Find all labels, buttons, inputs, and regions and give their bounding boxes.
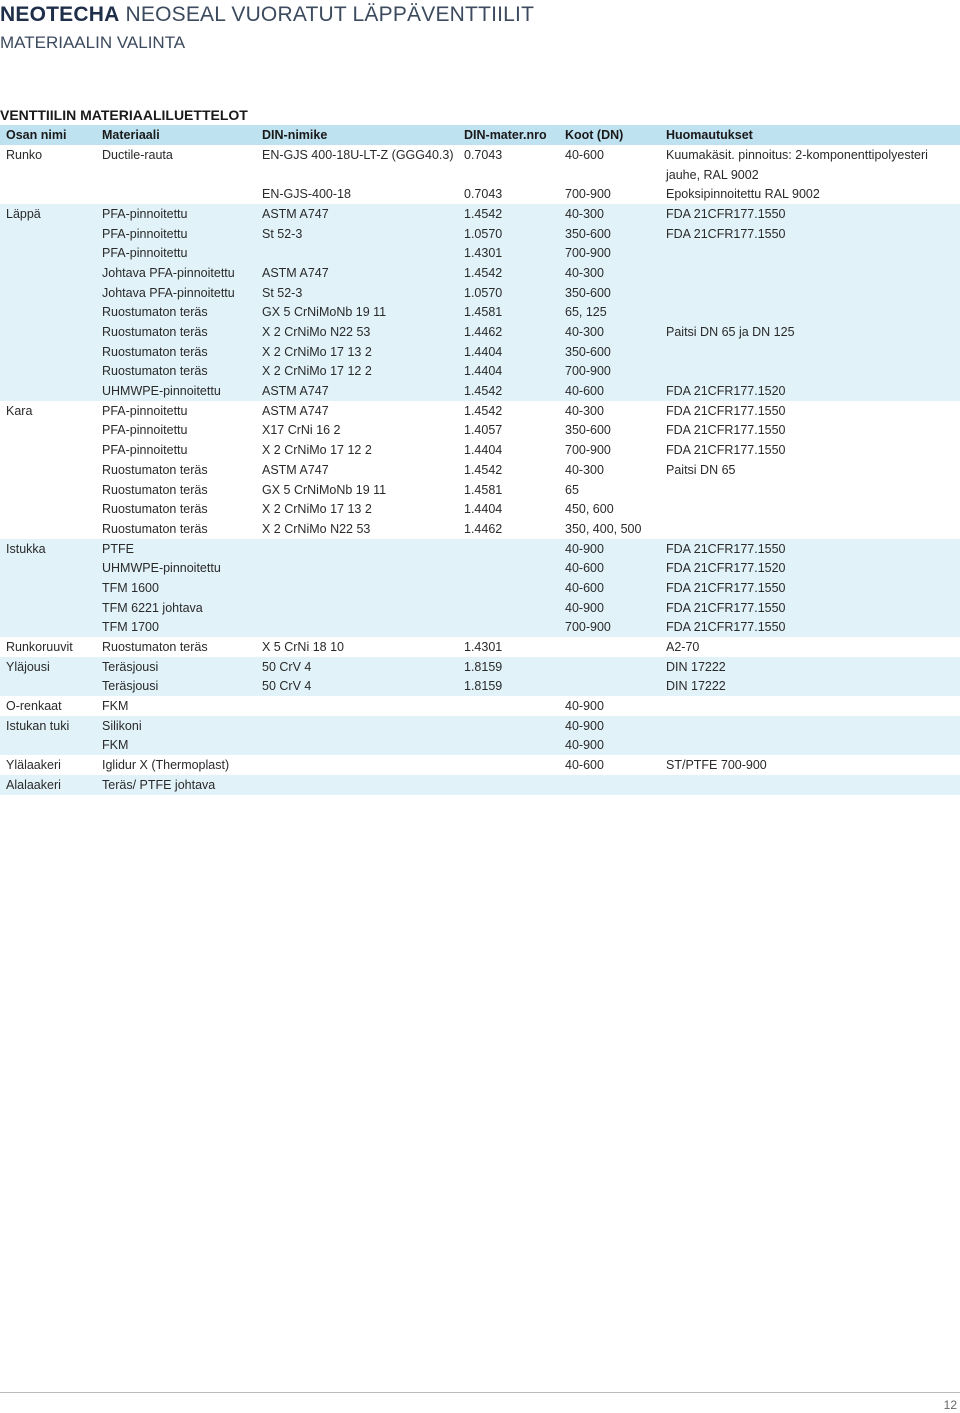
cell-din-number: 1.4542 xyxy=(458,460,559,480)
cell-din-number xyxy=(458,558,559,578)
cell-material: TFM 1700 xyxy=(96,618,256,638)
table-row xyxy=(0,283,960,303)
cell-din-number: 0.7043 xyxy=(458,184,559,204)
cell-part-name xyxy=(0,362,96,382)
cell-sizes: 65, 125 xyxy=(559,303,660,323)
cell-remarks: A2-70 xyxy=(660,637,960,657)
cell-sizes: 350-600 xyxy=(559,224,660,244)
table-row xyxy=(0,755,960,775)
cell-material: UHMWPE-pinnoitettu xyxy=(96,381,256,401)
cell-remarks xyxy=(660,362,960,382)
cell-remarks: Kuumakäsit. pinnoitus: 2-komponenttipolyesteri xyxy=(660,145,960,165)
cell-din-designation xyxy=(256,755,458,775)
cell-material: Ruostumaton teräs xyxy=(96,460,256,480)
table-row xyxy=(0,342,960,362)
cell-material: Iglidur X (Thermoplast) xyxy=(96,755,256,775)
cell-din-number: 1.8159 xyxy=(458,657,559,677)
cell-remarks: FDA 21CFR177.1550 xyxy=(660,618,960,638)
cell-material: Ductile-rauta xyxy=(96,145,256,165)
cell-din-designation xyxy=(256,736,458,756)
cell-din-number: 1.4542 xyxy=(458,381,559,401)
cell-material: UHMWPE-pinnoitettu xyxy=(96,558,256,578)
table-row xyxy=(0,775,960,795)
cell-material: PFA-pinnoitettu xyxy=(96,224,256,244)
cell-sizes: 350-600 xyxy=(559,421,660,441)
col-header-din-designation: DIN-nimike xyxy=(256,125,458,145)
cell-material: TFM 1600 xyxy=(96,578,256,598)
cell-sizes: 700-900 xyxy=(559,243,660,263)
cell-material: Ruostumaton teräs xyxy=(96,322,256,342)
cell-remarks: FDA 21CFR177.1550 xyxy=(660,440,960,460)
cell-sizes: 65 xyxy=(559,480,660,500)
cell-material: FKM xyxy=(96,696,256,716)
cell-remarks: DIN 17222 xyxy=(660,657,960,677)
cell-part-name: Istukan tuki xyxy=(0,716,96,736)
cell-sizes: 700-900 xyxy=(559,184,660,204)
cell-din-number: 1.4301 xyxy=(458,243,559,263)
cell-din-designation xyxy=(256,696,458,716)
cell-din-designation xyxy=(256,598,458,618)
cell-sizes: 40-300 xyxy=(559,263,660,283)
cell-din-designation xyxy=(256,578,458,598)
table-row xyxy=(0,460,960,480)
cell-din-number: 1.4581 xyxy=(458,303,559,323)
cell-material: FKM xyxy=(96,736,256,756)
cell-material: Silikoni xyxy=(96,716,256,736)
cell-part-name: Yläjousi xyxy=(0,657,96,677)
table-row xyxy=(0,263,960,283)
cell-part-name xyxy=(0,303,96,323)
cell-din-designation xyxy=(256,618,458,638)
cell-part-name xyxy=(0,263,96,283)
cell-part-name: Ylälaakeri xyxy=(0,755,96,775)
cell-din-designation: 50 CrV 4 xyxy=(256,677,458,697)
cell-remarks xyxy=(660,342,960,362)
cell-material: Teräsjousi xyxy=(96,657,256,677)
cell-sizes: 700-900 xyxy=(559,362,660,382)
table-row xyxy=(0,401,960,421)
cell-din-number xyxy=(458,736,559,756)
cell-material: Ruostumaton teräs xyxy=(96,362,256,382)
cell-sizes xyxy=(559,775,660,795)
cell-material: PFA-pinnoitettu xyxy=(96,204,256,224)
page-number: 12 xyxy=(943,1398,957,1412)
cell-din-number: 1.4404 xyxy=(458,342,559,362)
cell-sizes: 700-900 xyxy=(559,618,660,638)
cell-part-name xyxy=(0,165,96,185)
cell-din-designation: X 5 CrNi 18 10 xyxy=(256,637,458,657)
cell-din-number: 1.4301 xyxy=(458,637,559,657)
table-row xyxy=(0,637,960,657)
table-row xyxy=(0,480,960,500)
col-header-part-name: Osan nimi xyxy=(0,125,96,145)
cell-din-designation xyxy=(256,243,458,263)
table-row xyxy=(0,578,960,598)
cell-din-designation: X 2 CrNiMo 17 13 2 xyxy=(256,342,458,362)
table-row xyxy=(0,499,960,519)
cell-part-name xyxy=(0,558,96,578)
cell-part-name xyxy=(0,736,96,756)
cell-din-designation: X 2 CrNiMo 17 12 2 xyxy=(256,440,458,460)
table-row xyxy=(0,716,960,736)
cell-remarks xyxy=(660,736,960,756)
cell-sizes xyxy=(559,637,660,657)
cell-din-number xyxy=(458,755,559,775)
table-body xyxy=(0,145,960,795)
cell-remarks xyxy=(660,519,960,539)
cell-din-number: 0.7043 xyxy=(458,145,559,165)
cell-remarks xyxy=(660,499,960,519)
cell-part-name xyxy=(0,677,96,697)
cell-remarks: Epoksipinnoitettu RAL 9002 xyxy=(660,184,960,204)
cell-din-designation xyxy=(256,775,458,795)
cell-part-name xyxy=(0,598,96,618)
table-row xyxy=(0,519,960,539)
cell-din-number: 1.4542 xyxy=(458,401,559,421)
cell-material: PFA-pinnoitettu xyxy=(96,401,256,421)
cell-din-designation: St 52-3 xyxy=(256,224,458,244)
cell-din-number: 1.4057 xyxy=(458,421,559,441)
table-row xyxy=(0,224,960,244)
table-row xyxy=(0,539,960,559)
cell-din-designation: EN-GJS-400-18 xyxy=(256,184,458,204)
cell-remarks: FDA 21CFR177.1550 xyxy=(660,204,960,224)
brand-name: NEOTECHA xyxy=(0,3,120,26)
cell-sizes: 350, 400, 500 xyxy=(559,519,660,539)
cell-din-number: 1.0570 xyxy=(458,224,559,244)
cell-din-number xyxy=(458,598,559,618)
cell-sizes xyxy=(559,165,660,185)
cell-material: Ruostumaton teräs xyxy=(96,499,256,519)
cell-remarks xyxy=(660,696,960,716)
cell-sizes: 350-600 xyxy=(559,342,660,362)
cell-din-number: 1.4404 xyxy=(458,440,559,460)
cell-sizes: 450, 600 xyxy=(559,499,660,519)
cell-part-name xyxy=(0,322,96,342)
cell-part-name: Runko xyxy=(0,145,96,165)
cell-part-name xyxy=(0,283,96,303)
table-row xyxy=(0,677,960,697)
cell-material: Ruostumaton teräs xyxy=(96,303,256,323)
cell-sizes: 40-300 xyxy=(559,401,660,421)
cell-sizes xyxy=(559,657,660,677)
cell-sizes: 40-600 xyxy=(559,578,660,598)
footer-divider xyxy=(0,1392,960,1393)
cell-sizes: 40-300 xyxy=(559,204,660,224)
cell-material: Teräsjousi xyxy=(96,677,256,697)
cell-material: Ruostumaton teräs xyxy=(96,480,256,500)
cell-din-number: 1.4542 xyxy=(458,204,559,224)
cell-remarks xyxy=(660,263,960,283)
cell-din-number: 1.4462 xyxy=(458,322,559,342)
table-row xyxy=(0,165,960,185)
cell-sizes: 40-600 xyxy=(559,145,660,165)
cell-sizes: 40-900 xyxy=(559,696,660,716)
cell-remarks: ST/PTFE 700-900 xyxy=(660,755,960,775)
table-row xyxy=(0,303,960,323)
cell-din-number xyxy=(458,775,559,795)
cell-material: PFA-pinnoitettu xyxy=(96,243,256,263)
cell-sizes: 40-900 xyxy=(559,539,660,559)
cell-part-name xyxy=(0,460,96,480)
cell-din-designation: ASTM A747 xyxy=(256,401,458,421)
col-header-material: Materiaali xyxy=(96,125,256,145)
cell-din-designation: X 2 CrNiMo N22 53 xyxy=(256,322,458,342)
cell-material: Teräs/ PTFE johtava xyxy=(96,775,256,795)
cell-remarks: FDA 21CFR177.1520 xyxy=(660,381,960,401)
cell-material xyxy=(96,165,256,185)
cell-din-designation: X 2 CrNiMo N22 53 xyxy=(256,519,458,539)
section-title: VENTTIILIN MATERIAALILUETTELOT xyxy=(0,107,248,123)
table-row xyxy=(0,145,960,165)
table-row xyxy=(0,696,960,716)
cell-din-designation: X 2 CrNiMo 17 13 2 xyxy=(256,499,458,519)
table-row xyxy=(0,558,960,578)
cell-part-name: Alalaakeri xyxy=(0,775,96,795)
cell-material: Ruostumaton teräs xyxy=(96,342,256,362)
cell-din-designation: X 2 CrNiMo 17 12 2 xyxy=(256,362,458,382)
cell-sizes: 40-300 xyxy=(559,322,660,342)
cell-remarks: FDA 21CFR177.1550 xyxy=(660,539,960,559)
cell-part-name xyxy=(0,440,96,460)
cell-material xyxy=(96,184,256,204)
table-header-row xyxy=(0,125,960,145)
cell-din-designation xyxy=(256,165,458,185)
table-row xyxy=(0,381,960,401)
cell-din-number xyxy=(458,696,559,716)
cell-remarks: Paitsi DN 65 xyxy=(660,460,960,480)
page-subtitle: MATERIAALIN VALINTA xyxy=(0,33,186,52)
cell-din-number: 1.4581 xyxy=(458,480,559,500)
cell-part-name: O-renkaat xyxy=(0,696,96,716)
cell-din-number xyxy=(458,578,559,598)
table-row xyxy=(0,618,960,638)
cell-material: Ruostumaton teräs xyxy=(96,637,256,657)
cell-part-name xyxy=(0,224,96,244)
table-row xyxy=(0,243,960,263)
cell-part-name xyxy=(0,499,96,519)
cell-din-designation: St 52-3 xyxy=(256,283,458,303)
cell-din-number: 1.0570 xyxy=(458,283,559,303)
cell-part-name: Runkoruuvit xyxy=(0,637,96,657)
cell-sizes: 40-900 xyxy=(559,716,660,736)
cell-sizes: 350-600 xyxy=(559,283,660,303)
cell-din-number: 1.4404 xyxy=(458,362,559,382)
table-row xyxy=(0,440,960,460)
cell-din-designation: ASTM A747 xyxy=(256,460,458,480)
cell-din-number: 1.4462 xyxy=(458,519,559,539)
cell-din-designation: EN-GJS 400-18U-LT-Z (GGG40.3) xyxy=(256,145,458,165)
cell-din-number: 1.8159 xyxy=(458,677,559,697)
table-row xyxy=(0,657,960,677)
cell-din-designation: GX 5 CrNiMoNb 19 11 xyxy=(256,303,458,323)
cell-din-designation: ASTM A747 xyxy=(256,381,458,401)
cell-remarks xyxy=(660,303,960,323)
cell-material: Ruostumaton teräs xyxy=(96,519,256,539)
page-header xyxy=(0,2,534,54)
cell-din-designation: GX 5 CrNiMoNb 19 11 xyxy=(256,480,458,500)
cell-din-designation: ASTM A747 xyxy=(256,204,458,224)
cell-din-number xyxy=(458,165,559,185)
cell-material: PFA-pinnoitettu xyxy=(96,440,256,460)
table-row xyxy=(0,322,960,342)
cell-remarks: jauhe, RAL 9002 xyxy=(660,165,960,185)
cell-din-designation: X17 CrNi 16 2 xyxy=(256,421,458,441)
cell-sizes: 700-900 xyxy=(559,440,660,460)
cell-din-designation xyxy=(256,539,458,559)
table-row xyxy=(0,204,960,224)
table-row xyxy=(0,736,960,756)
cell-sizes: 40-900 xyxy=(559,736,660,756)
cell-remarks xyxy=(660,243,960,263)
cell-din-number xyxy=(458,716,559,736)
table-row xyxy=(0,362,960,382)
cell-part-name: Kara xyxy=(0,401,96,421)
cell-part-name: Istukka xyxy=(0,539,96,559)
col-header-din-number: DIN-mater.nro xyxy=(458,125,559,145)
cell-remarks xyxy=(660,716,960,736)
materials-table xyxy=(0,125,960,795)
cell-part-name xyxy=(0,618,96,638)
table-row xyxy=(0,598,960,618)
col-header-remarks: Huomautukset xyxy=(660,125,960,145)
cell-remarks xyxy=(660,480,960,500)
cell-din-number: 1.4404 xyxy=(458,499,559,519)
cell-sizes: 40-600 xyxy=(559,755,660,775)
cell-din-designation: 50 CrV 4 xyxy=(256,657,458,677)
col-header-sizes: Koot (DN) xyxy=(559,125,660,145)
cell-sizes: 40-300 xyxy=(559,460,660,480)
cell-din-designation xyxy=(256,716,458,736)
cell-material: PTFE xyxy=(96,539,256,559)
table-row xyxy=(0,421,960,441)
cell-sizes xyxy=(559,677,660,697)
cell-part-name: Läppä xyxy=(0,204,96,224)
cell-remarks: FDA 21CFR177.1550 xyxy=(660,224,960,244)
cell-sizes: 40-600 xyxy=(559,381,660,401)
cell-part-name xyxy=(0,421,96,441)
cell-sizes: 40-600 xyxy=(559,558,660,578)
cell-remarks: FDA 21CFR177.1550 xyxy=(660,598,960,618)
cell-remarks xyxy=(660,775,960,795)
cell-remarks: DIN 17222 xyxy=(660,677,960,697)
cell-remarks xyxy=(660,283,960,303)
cell-part-name xyxy=(0,243,96,263)
product-title: NEOSEAL VUORATUT LÄPPÄVENTTIILIT xyxy=(125,3,535,26)
cell-part-name xyxy=(0,184,96,204)
cell-material: TFM 6221 johtava xyxy=(96,598,256,618)
table-row xyxy=(0,184,960,204)
cell-material: Johtava PFA-pinnoitettu xyxy=(96,283,256,303)
cell-part-name xyxy=(0,480,96,500)
cell-part-name xyxy=(0,381,96,401)
cell-din-number xyxy=(458,539,559,559)
page-title xyxy=(0,2,534,28)
cell-din-number xyxy=(458,618,559,638)
cell-material: Johtava PFA-pinnoitettu xyxy=(96,263,256,283)
cell-remarks: FDA 21CFR177.1550 xyxy=(660,578,960,598)
cell-part-name xyxy=(0,578,96,598)
cell-remarks: FDA 21CFR177.1550 xyxy=(660,401,960,421)
cell-din-number: 1.4542 xyxy=(458,263,559,283)
cell-part-name xyxy=(0,519,96,539)
cell-remarks: FDA 21CFR177.1520 xyxy=(660,558,960,578)
cell-part-name xyxy=(0,342,96,362)
cell-remarks: FDA 21CFR177.1550 xyxy=(660,421,960,441)
cell-sizes: 40-900 xyxy=(559,598,660,618)
cell-material: PFA-pinnoitettu xyxy=(96,421,256,441)
cell-remarks: Paitsi DN 65 ja DN 125 xyxy=(660,322,960,342)
cell-din-designation: ASTM A747 xyxy=(256,263,458,283)
cell-din-designation xyxy=(256,558,458,578)
